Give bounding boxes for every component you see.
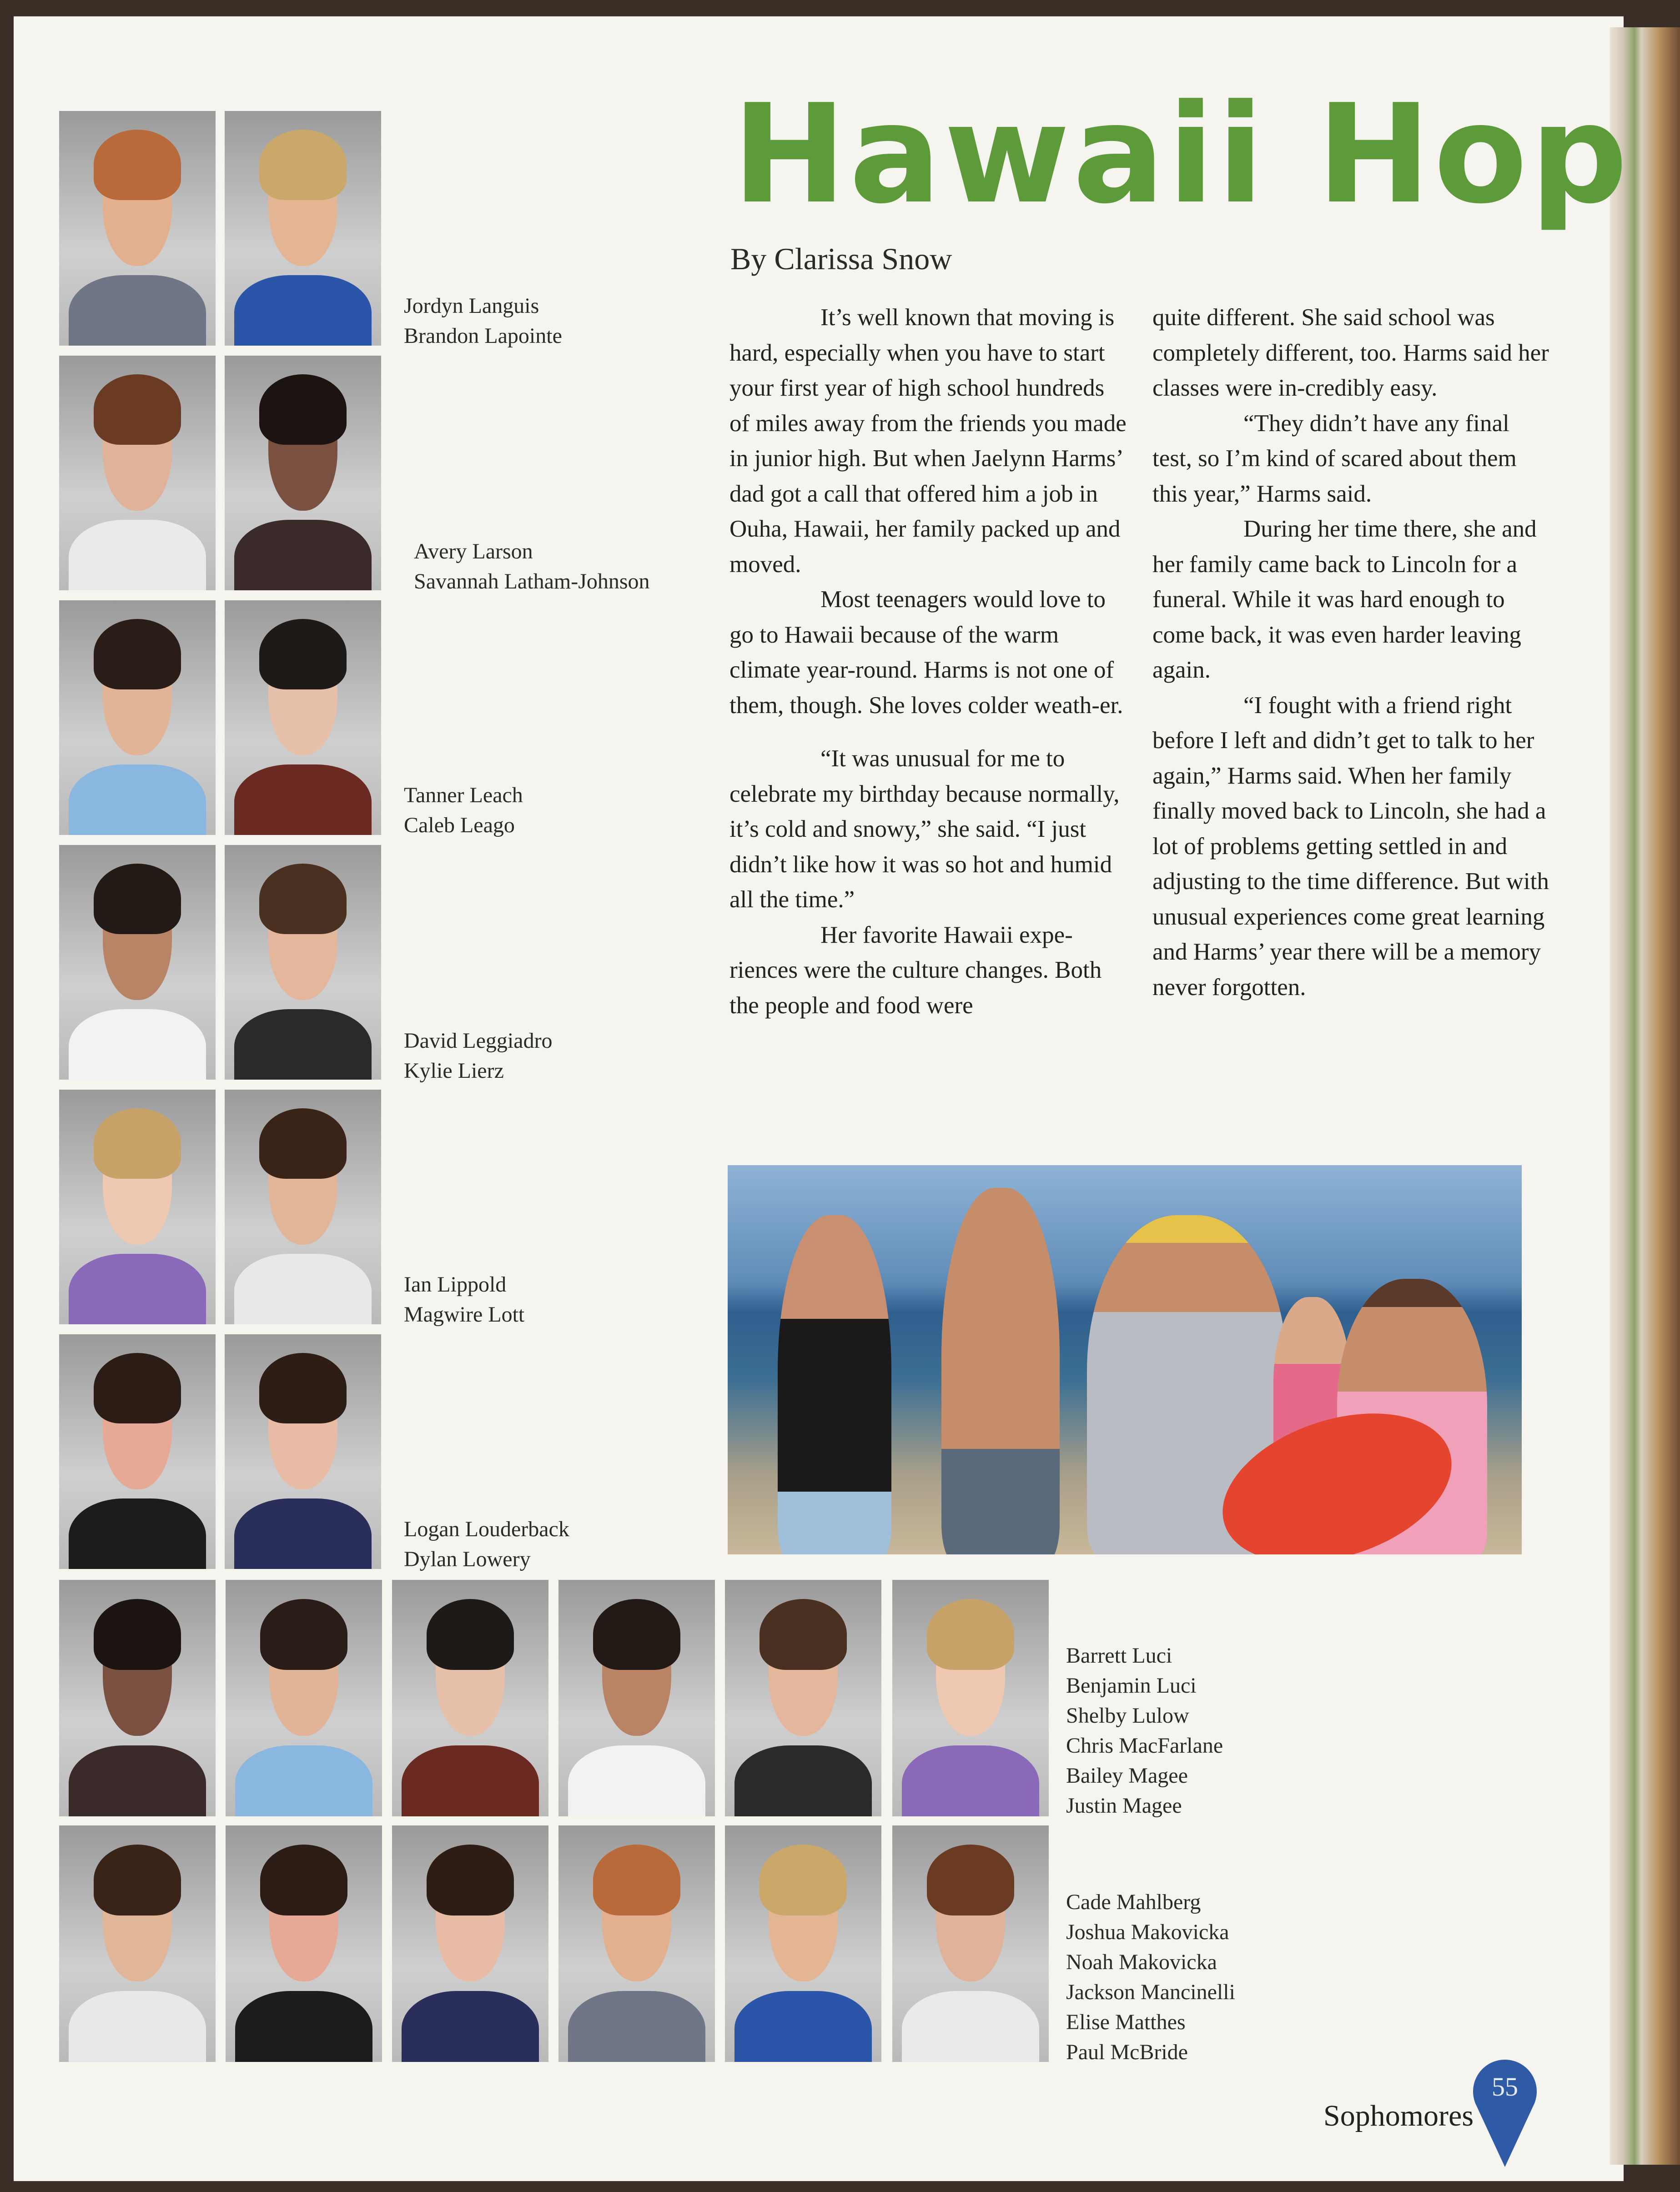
student-portrait — [225, 600, 381, 835]
article-byline: By Clarissa Snow — [730, 241, 952, 276]
article-title: Hawaii Hop — [732, 75, 1631, 234]
student-portrait — [59, 356, 216, 590]
student-portrait — [225, 356, 381, 590]
student-name: Dylan Lowery — [404, 1547, 531, 1571]
student-name: David Leggiadro — [404, 1029, 553, 1053]
student-portrait — [59, 1580, 216, 1816]
page-stack-edge — [1610, 27, 1680, 2165]
names-pair — [404, 1026, 553, 1086]
student-portrait — [225, 845, 381, 1080]
person-figure — [778, 1215, 891, 1554]
paragraph: Her favorite Hawaii expe-riences were the culture changes. Both the people and food were — [729, 921, 1102, 1019]
student-portrait — [59, 845, 216, 1080]
student-portrait — [226, 1580, 382, 1816]
student-name: Avery Larson — [414, 539, 533, 563]
names-pair — [404, 1514, 569, 1574]
paragraph: quite different. She said school was completely different, too. Harms said her classes were in-credibly easy. — [1152, 304, 1549, 401]
names-pair — [404, 1270, 524, 1330]
paragraph: “I fought with a friend right before I left and didn’t get to talk to her again,” Harms said. When her family finally moved back to Lincoln, she had a lot of problems getting settled in and adjusting to the time difference. But with unusual experiences come great learning and Harms’ year there will be a memory never forgotten. — [1152, 692, 1549, 1000]
student-name: Magwire Lott — [404, 1302, 525, 1327]
names-pair — [404, 291, 562, 351]
paragraph: “They didn’t have any final test, so I’m kind of scared about them this year,” Harms said. — [1152, 410, 1517, 507]
names-pair — [414, 537, 650, 597]
student-name: Tanner Leach — [404, 783, 523, 807]
student-name: Paul McBride — [1066, 2040, 1188, 2064]
student-name: Noah Makovicka — [1066, 1950, 1217, 1974]
student-portrait — [59, 1090, 216, 1324]
student-portrait — [558, 1580, 715, 1816]
student-portrait — [59, 600, 216, 835]
student-name: Justin Magee — [1066, 1794, 1182, 1818]
student-name: Jackson Mancinelli — [1066, 1980, 1235, 2004]
student-portrait — [725, 1825, 881, 2062]
article-column-2 — [1152, 300, 1553, 1005]
student-name: Shelby Lulow — [1066, 1704, 1189, 1728]
student-portrait — [892, 1580, 1049, 1816]
student-name: Jordyn Languis — [404, 294, 539, 318]
article-column-1 — [729, 300, 1130, 1023]
person-figure — [941, 1188, 1060, 1554]
student-name: Benjamin Luci — [1066, 1674, 1197, 1698]
student-name: Savannah Latham-Johnson — [414, 569, 650, 593]
page-number: 55 — [1492, 2072, 1518, 2102]
paragraph: Most teenagers would love to go to Hawaii because of the warm climate year-round. Harms is not one of them, though. She loves colder weath-er. — [729, 586, 1123, 719]
student-portrait — [59, 1334, 216, 1569]
student-name: Logan Louderback — [404, 1517, 569, 1541]
student-name: Cade Mahlberg — [1066, 1890, 1201, 1914]
section-label: Sophomores — [1323, 2099, 1474, 2132]
student-name: Ian Lippold — [404, 1272, 507, 1297]
names-row-8 — [1066, 1887, 1235, 2067]
names-pair — [404, 780, 523, 840]
student-portrait — [225, 1090, 381, 1324]
student-portrait — [558, 1825, 715, 2062]
student-name: Brandon Lapointe — [404, 324, 562, 348]
paragraph: It’s well known that moving is hard, especially when you have to start your first year of high school hundreds of miles away from the friends you made in junior high. But when Jaelynn Harms’ dad got a call that offered him a job in Ouha, Hawaii, her family packed up and moved. — [729, 304, 1127, 578]
student-name: Joshua Makovicka — [1066, 1920, 1229, 1944]
names-row-7 — [1066, 1641, 1223, 1821]
student-portrait — [59, 1825, 216, 2062]
student-name: Chris MacFarlane — [1066, 1734, 1223, 1758]
student-name: Kylie Lierz — [404, 1059, 504, 1083]
student-name: Bailey Magee — [1066, 1764, 1188, 1788]
paragraph: “It was unusual for me to celebrate my birthday because normally, it’s cold and snowy,” she said. “I just didn’t like how it was so hot and humid all the time.” — [729, 745, 1120, 913]
student-name: Caleb Leago — [404, 813, 515, 837]
family-beach-photo — [728, 1165, 1522, 1554]
paragraph: During her time there, she and her family came back to Lincoln for a funeral. While it was hard enough to come back, it was even harder leaving again. — [1152, 516, 1537, 683]
student-portrait — [725, 1580, 881, 1816]
student-portrait — [225, 1334, 381, 1569]
student-name: Elise Matthes — [1066, 2010, 1186, 2034]
student-portrait — [392, 1825, 548, 2062]
student-portrait — [225, 111, 381, 346]
student-portrait — [226, 1825, 382, 2062]
student-portrait — [892, 1825, 1049, 2062]
student-portrait — [59, 111, 216, 346]
student-name: Barrett Luci — [1066, 1644, 1172, 1668]
student-portrait — [392, 1580, 548, 1816]
